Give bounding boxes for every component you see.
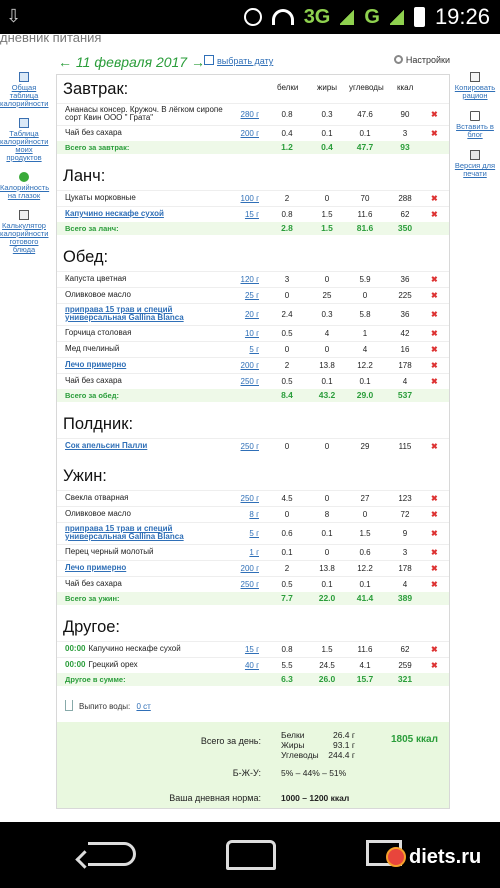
delete-icon[interactable]: ✖: [431, 210, 438, 219]
food-row: [57, 357, 449, 373]
food-name: [65, 345, 233, 353]
food-carbs: 0.1: [359, 129, 371, 138]
food-weight-link[interactable]: 5 г: [249, 529, 259, 538]
food-weight-link[interactable]: 20 г: [244, 310, 259, 319]
food-weight-link[interactable]: 250 г: [240, 377, 259, 386]
logo-icon: [386, 847, 406, 867]
left-sidebar-item[interactable]: [0, 172, 48, 200]
alarm-icon: [244, 8, 262, 26]
food-protein: 0: [284, 345, 290, 354]
meal-title: Ланч:: [63, 167, 106, 185]
food-protein: 2: [284, 194, 290, 203]
table-icon: [19, 118, 29, 128]
date-navigation: [58, 52, 450, 74]
food-name-text: Чай без сахара: [65, 128, 122, 137]
total-carbs-value: 244.4 г: [328, 750, 355, 760]
delete-icon[interactable]: ✖: [431, 310, 438, 319]
sum-protein: 8.4: [281, 390, 293, 400]
settings-link[interactable]: [394, 55, 450, 65]
next-day-arrow[interactable]: →: [190, 54, 205, 70]
food-row: [57, 287, 449, 303]
food-name: [65, 329, 233, 337]
food-name-text: Лечо примерно: [65, 360, 127, 369]
food-fat: 0.1: [321, 580, 333, 589]
col-kcal: ккал: [397, 83, 414, 92]
food-carbs: 1.5: [359, 529, 371, 538]
food-time: 00:00: [65, 644, 86, 653]
food-fat: 0.1: [321, 377, 333, 386]
food-name-text: Капучино нескафе сухой: [65, 209, 164, 218]
food-kcal: 36: [400, 310, 410, 319]
food-row: [57, 490, 449, 506]
sum-protein: 7.7: [281, 593, 293, 603]
food-row: [57, 560, 449, 576]
total-kcal: 1805 ккал: [391, 734, 438, 745]
food-row: [57, 125, 449, 141]
signal-icon-2: [390, 9, 404, 25]
sidebar-link-label: Версия для печати: [454, 161, 496, 178]
food-name: [65, 275, 233, 283]
delete-icon[interactable]: ✖: [431, 129, 438, 138]
food-row: [57, 641, 449, 657]
food-fat: 24.5: [319, 661, 335, 670]
food-kcal: 288: [398, 194, 412, 203]
calculator-icon: [19, 210, 29, 220]
food-name-text: Цукаты морковные: [65, 193, 136, 202]
food-fat: 0.1: [321, 129, 333, 138]
left-sidebar-item[interactable]: [0, 118, 48, 162]
usb-icon: ⇩: [6, 6, 22, 26]
food-row: [57, 657, 449, 673]
food-name: [65, 548, 233, 556]
food-name-text: Капуста цветная: [65, 274, 127, 283]
daily-totals: [57, 722, 449, 808]
food-row: [57, 522, 449, 544]
food-name-text: Сок апельсин Палли: [65, 441, 148, 450]
food-weight-link[interactable]: 25 г: [244, 291, 259, 300]
delete-icon[interactable]: ✖: [431, 194, 438, 203]
food-kcal: 9: [402, 529, 408, 538]
delete-icon[interactable]: ✖: [431, 661, 438, 670]
delete-icon[interactable]: ✖: [431, 645, 438, 654]
norm-label: Ваша дневная норма:: [169, 793, 261, 803]
delete-icon[interactable]: ✖: [431, 510, 438, 519]
settings-label: Настройки: [405, 55, 450, 65]
food-protein: 5.5: [281, 661, 293, 670]
right-sidebar-item[interactable]: [452, 72, 498, 100]
norm-value: 1000 – 1200 ккал: [281, 793, 350, 803]
food-row: [57, 303, 449, 325]
watermark-logo: [386, 846, 481, 869]
current-date: 11 февраля 2017: [75, 54, 188, 70]
food-row: [57, 438, 449, 454]
food-carbs: 29: [360, 442, 370, 451]
food-protein: 0.8: [281, 210, 293, 219]
sum-protein: 6.3: [281, 674, 293, 684]
food-weight-link[interactable]: 8 г: [249, 510, 259, 519]
food-time: 00:00: [65, 660, 86, 669]
water-value-link[interactable]: 0 ст: [136, 702, 151, 711]
col-fat: жиры: [317, 83, 338, 92]
food-protein: 0: [284, 442, 290, 451]
food-kcal: 178: [398, 361, 412, 370]
food-row: [57, 341, 449, 357]
meal-spacer: [57, 235, 449, 243]
delete-icon[interactable]: ✖: [431, 291, 438, 300]
logo-text: diets.ru: [409, 846, 482, 868]
sum-kcal: 389: [397, 593, 413, 603]
page: [0, 34, 500, 822]
food-name[interactable]: [65, 525, 233, 541]
food-protein: 2: [284, 564, 290, 573]
food-name-text: Мед пчелиный: [65, 344, 120, 353]
food-protein: 0: [284, 291, 290, 300]
food-row: [57, 325, 449, 341]
food-name-text: Горчица столовая: [65, 328, 132, 337]
right-sidebar: [452, 72, 498, 189]
food-fat: 13.8: [319, 564, 335, 573]
food-carbs: 4: [362, 345, 368, 354]
food-weight-link[interactable]: 280 г: [240, 110, 259, 119]
delete-icon[interactable]: ✖: [431, 564, 438, 573]
food-name-text: приправа 15 трав и специй универсальная Gallina Blanca: [65, 305, 184, 322]
sum-fat: 26.0: [318, 674, 336, 684]
sum-carbs: 41.4: [356, 593, 374, 603]
food-name-text: Оливковое масло: [65, 509, 131, 518]
food-carbs: 27: [360, 494, 370, 503]
meal-spacer: [57, 454, 449, 462]
food-name: [65, 661, 233, 669]
sum-carbs: 15.7: [356, 674, 374, 684]
meals-list: [57, 75, 449, 694]
food-weight-link[interactable]: 15 г: [244, 645, 259, 654]
food-kcal: 3: [402, 129, 408, 138]
food-kcal: 3: [402, 548, 408, 557]
table-icon: [19, 72, 29, 82]
food-row: [57, 190, 449, 206]
food-row: [57, 544, 449, 560]
food-name[interactable]: [65, 306, 233, 322]
food-fat: 1.5: [321, 210, 333, 219]
food-name: [65, 291, 233, 299]
meal-title: Другое:: [63, 618, 121, 636]
delete-icon[interactable]: ✖: [431, 494, 438, 503]
sum-fat: 1.5: [321, 223, 333, 233]
food-name-text: Чай без сахара: [65, 376, 122, 385]
signal-icon: [340, 9, 354, 25]
food-row: [57, 103, 449, 125]
food-kcal: 4: [402, 580, 408, 589]
food-weight-link[interactable]: 10 г: [244, 329, 259, 338]
sum-kcal: 321: [397, 674, 413, 684]
wifi-icon: [272, 9, 294, 25]
food-weight-link[interactable]: 200 г: [240, 129, 259, 138]
gear-icon: [394, 55, 403, 64]
sidebar-link-label: Калорийность на глазок: [0, 183, 50, 200]
food-kcal: 115: [398, 442, 412, 451]
food-name: [65, 580, 233, 588]
food-protein: 0.1: [281, 548, 293, 557]
food-fat: 4: [324, 329, 330, 338]
food-name: [65, 194, 233, 202]
food-fat: 0.3: [321, 310, 333, 319]
food-weight-link[interactable]: 120 г: [240, 275, 259, 284]
food-name[interactable]: [65, 210, 233, 218]
food-name-text: Оливковое масло: [65, 290, 131, 299]
pick-date-label: выбрать дату: [217, 56, 274, 66]
delete-icon[interactable]: ✖: [431, 275, 438, 284]
meal-spacer: [57, 605, 449, 613]
sum-fat: 43.2: [318, 390, 336, 400]
food-kcal: 123: [398, 494, 412, 503]
food-fat: 0: [324, 494, 330, 503]
food-carbs: 0.1: [359, 377, 371, 386]
left-sidebar-item[interactable]: [0, 210, 48, 254]
food-name[interactable]: [65, 564, 233, 572]
water-label-wrap: [79, 702, 151, 711]
meal-title: Завтрак:: [63, 80, 129, 98]
food-protein: 0.5: [281, 377, 293, 386]
food-row: [57, 506, 449, 522]
total-carbs-label: Углеводы: [281, 750, 319, 760]
meal-sum-row: [57, 389, 449, 402]
sum-carbs: 47.7: [356, 142, 374, 152]
food-carbs: 1: [362, 329, 368, 338]
food-carbs: 12.2: [357, 361, 373, 370]
page-title: дневник питания: [0, 34, 102, 45]
food-carbs: 70: [360, 194, 370, 203]
food-fat: 13.8: [319, 361, 335, 370]
sum-fat: 0.4: [321, 142, 333, 152]
sidebar-link-label: Копировать рацион: [454, 83, 496, 100]
food-name-text: Грецкий орех: [88, 660, 138, 669]
food-carbs: 11.6: [357, 645, 373, 654]
food-protein: 0.8: [281, 110, 293, 119]
sum-kcal: 350: [397, 223, 413, 233]
food-name: [65, 645, 233, 653]
food-fat: 0: [324, 275, 330, 284]
food-protein: 0.5: [281, 329, 293, 338]
delete-icon[interactable]: ✖: [431, 442, 438, 451]
food-fat: 0: [324, 442, 330, 451]
food-name: [65, 494, 233, 502]
food-row: [57, 271, 449, 287]
sum-kcal: 537: [397, 390, 413, 400]
food-weight-link[interactable]: 5 г: [249, 345, 259, 354]
food-name: [65, 106, 233, 122]
food-fat: 25: [322, 291, 332, 300]
food-row: [57, 206, 449, 222]
total-fat-value: 93.1 г: [332, 740, 355, 750]
food-weight-link[interactable]: 1 г: [249, 548, 259, 557]
food-name-text: Ананасы консер. Кружоч. В лёгком сиропе сорт Квин ООО " Грата": [65, 105, 223, 122]
sum-protein: 1.2: [281, 142, 293, 152]
total-protein-value: 26.4 г: [332, 730, 355, 740]
delete-icon[interactable]: ✖: [431, 345, 438, 354]
food-fat: 1.5: [321, 645, 333, 654]
meal-title: Обед:: [63, 248, 109, 266]
calendar-icon: [204, 55, 214, 65]
status-bar: [0, 0, 500, 34]
delete-icon[interactable]: ✖: [431, 377, 438, 386]
total-fat-label: Жиры: [281, 740, 305, 750]
food-weight-link[interactable]: 15 г: [244, 210, 259, 219]
food-carbs: 5.8: [359, 310, 371, 319]
food-carbs: 0.1: [359, 580, 371, 589]
bzu-value: 5% – 44% – 51%: [281, 768, 347, 778]
back-button[interactable]: [88, 842, 136, 866]
food-carbs: 47.6: [357, 110, 373, 119]
food-kcal: 259: [398, 661, 412, 670]
food-name-text: Перец черный молотый: [65, 547, 154, 556]
meal-sum-label: Всего за ланч:: [65, 224, 119, 233]
food-name[interactable]: [65, 361, 233, 369]
diary-table: [56, 74, 450, 809]
right-sidebar-item[interactable]: [452, 150, 498, 178]
food-protein: 3: [284, 275, 290, 284]
blog-icon: [470, 111, 480, 121]
food-carbs: 12.2: [357, 564, 373, 573]
food-kcal: 16: [400, 345, 410, 354]
food-carbs: 0.6: [359, 548, 371, 557]
home-button[interactable]: [226, 840, 276, 870]
sum-fat: 22.0: [318, 593, 336, 603]
meal-sum-label: Всего за обед:: [65, 391, 119, 400]
food-weight-link[interactable]: 250 г: [240, 442, 259, 451]
battery-icon: [414, 7, 425, 27]
meal-title: Полдник:: [63, 415, 134, 433]
food-protein: 0.8: [281, 645, 293, 654]
food-protein: 0.5: [281, 580, 293, 589]
food-protein: 0.6: [281, 529, 293, 538]
delete-icon[interactable]: ✖: [431, 580, 438, 589]
date-label: [58, 54, 205, 70]
pick-date-link[interactable]: [204, 55, 273, 66]
food-protein: 2.4: [281, 310, 293, 319]
food-carbs: 11.6: [357, 210, 373, 219]
food-carbs: 4.1: [359, 661, 371, 670]
sidebar-link-label: Калькулятор калорийности готового блюда: [0, 221, 49, 254]
food-weight-link[interactable]: 100 г: [240, 194, 259, 203]
food-name-text: Лечо примерно: [65, 563, 127, 572]
left-sidebar-item[interactable]: [0, 72, 48, 108]
sum-kcal: 93: [400, 142, 410, 152]
meal-sum-row: [57, 592, 449, 605]
food-protein: 2: [284, 361, 290, 370]
sum-carbs: 29.0: [356, 390, 374, 400]
network-type: 3G: [303, 5, 331, 28]
meal-spacer: [57, 154, 449, 162]
food-name[interactable]: [65, 442, 233, 450]
food-fat: 0: [324, 194, 330, 203]
clock-time: 19:26: [434, 4, 490, 29]
food-kcal: 36: [400, 275, 410, 284]
food-name: [65, 129, 233, 137]
sidebar-link-label: Общая таблица калорийности: [0, 83, 49, 108]
food-weight-link[interactable]: 200 г: [240, 564, 259, 573]
food-weight-link[interactable]: 250 г: [240, 580, 259, 589]
food-weight-link[interactable]: 200 г: [240, 361, 259, 370]
food-kcal: 62: [400, 210, 410, 219]
food-carbs: 5.9: [359, 275, 371, 284]
food-kcal: 62: [400, 645, 410, 654]
total-protein-label: Белки: [281, 730, 305, 740]
delete-icon[interactable]: ✖: [431, 110, 438, 119]
food-fat: 8: [324, 510, 330, 519]
delete-icon[interactable]: ✖: [431, 329, 438, 338]
bzu-label: Б-Ж-У:: [232, 768, 261, 778]
food-row: [57, 576, 449, 592]
col-carbs: углеводы: [349, 83, 384, 92]
totals-label: Всего за день:: [200, 736, 261, 746]
col-protein: белки: [277, 83, 299, 92]
print-icon: [470, 150, 480, 160]
cup-icon: [65, 700, 73, 711]
delete-icon[interactable]: ✖: [431, 548, 438, 557]
water-row: [57, 698, 449, 718]
sidebar-link-label: Таблица калорийности моих продуктов: [0, 129, 49, 162]
food-kcal: 42: [400, 329, 410, 338]
carrier-type: G: [364, 5, 380, 28]
food-fat: 0: [324, 548, 330, 557]
sum-protein: 2.8: [281, 223, 293, 233]
meal-sum-row: [57, 673, 449, 686]
food-kcal: 178: [398, 564, 412, 573]
food-carbs: 0: [362, 291, 368, 300]
food-kcal: 4: [402, 377, 408, 386]
delete-icon[interactable]: ✖: [431, 361, 438, 370]
meal-sum-label: Всего за ужин:: [65, 594, 120, 603]
food-name: [65, 377, 233, 385]
meal-spacer: [57, 686, 449, 694]
food-name: [65, 510, 233, 518]
food-fat: 0: [324, 345, 330, 354]
prev-day-arrow[interactable]: ←: [58, 54, 72, 70]
food-kcal: 72: [400, 510, 410, 519]
delete-icon[interactable]: ✖: [431, 529, 438, 538]
food-weight-link[interactable]: 40 г: [244, 661, 259, 670]
meal-sum-label: Другое в сумме:: [65, 675, 126, 684]
left-sidebar: [0, 72, 48, 264]
meal-sum-row: [57, 141, 449, 154]
copy-icon: [470, 72, 480, 82]
food-name-text: приправа 15 трав и специй универсальная Gallina Blanca: [65, 524, 184, 541]
meal-sum-label: Всего за завтрак:: [65, 143, 130, 152]
sidebar-link-label: Вставить в блог: [456, 122, 494, 139]
food-kcal: 225: [398, 291, 412, 300]
sum-carbs: 81.6: [356, 223, 374, 233]
food-protein: 4.5: [281, 494, 293, 503]
food-fat: 0.1: [321, 529, 333, 538]
food-weight-link[interactable]: 250 г: [240, 494, 259, 503]
food-name-text: Свекла отварная: [65, 493, 129, 502]
food-name-text: Капучино нескафе сухой: [88, 644, 181, 653]
food-protein: 0.4: [281, 129, 293, 138]
meal-spacer: [57, 402, 449, 410]
food-name-text: Чай без сахара: [65, 579, 122, 588]
food-protein: 0: [284, 510, 290, 519]
apple-icon: [19, 172, 29, 182]
food-kcal: 90: [400, 110, 410, 119]
meal-title: Ужин:: [63, 467, 107, 485]
water-label: Выпито воды:: [79, 702, 131, 711]
food-fat: 0.3: [321, 110, 333, 119]
meal-sum-row: [57, 222, 449, 235]
food-row: [57, 373, 449, 389]
right-sidebar-item[interactable]: [452, 111, 498, 139]
food-carbs: 0: [362, 510, 368, 519]
